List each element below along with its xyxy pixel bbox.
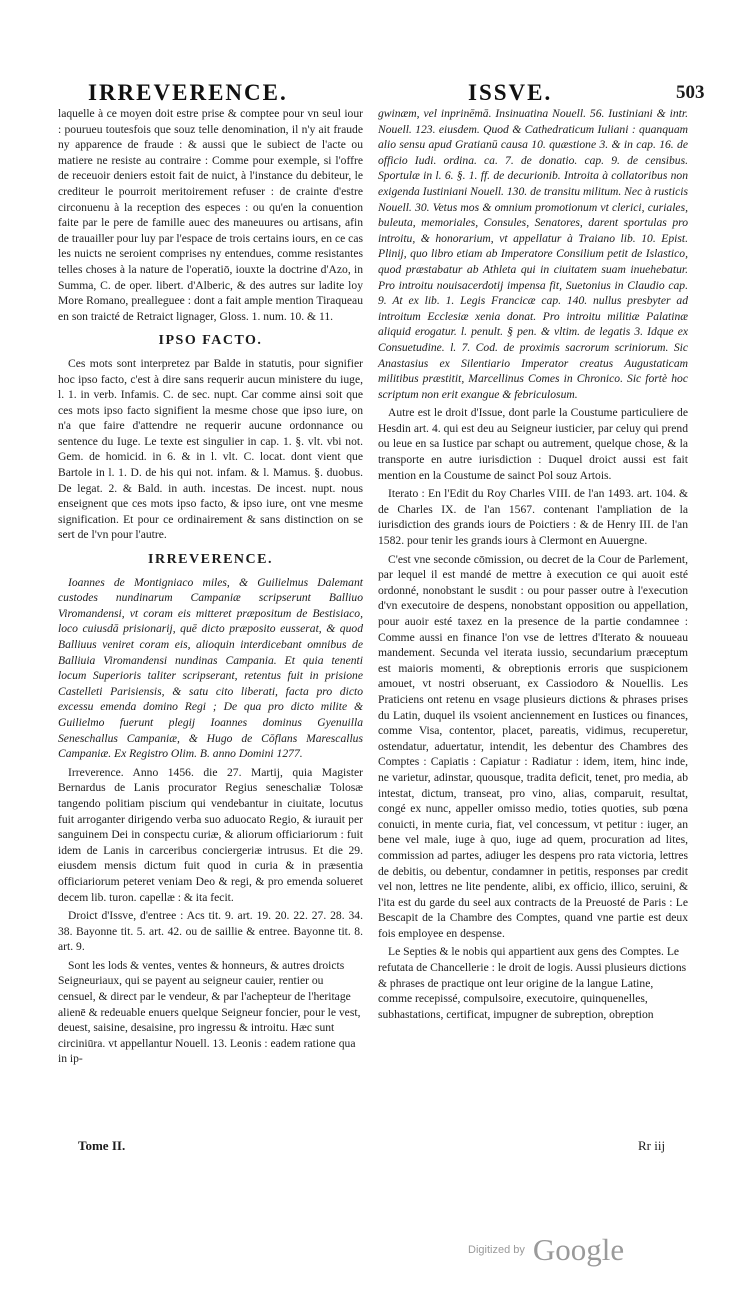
digitized-watermark xyxy=(468,1232,624,1268)
paragraph-septies: Le Septies & le nobis qui appartient aux gens des Comptes. Le refutata de Chancellerie : le droit de logis. Aussi plusieurs dictions & phrases de practique ont leur origine de la langue Latine, comme recepissé, compulsoire, executoire, quinquenelles, subhastations, certificat, impugner de subreption, obreption xyxy=(378,945,687,1021)
watermark-label: Digitized by xyxy=(468,1244,525,1256)
paragraph-droit-issue-hesdin: Autre est le droit d'Issue, dont parle la Coustume particuliere de Hesdin art. 4. qui est deu au Seigneur iusticier, par celuy qui prend ou leue en sa Iustice par schapt ou autrement, quelque chose, & la transporte en autre iurisdiction : Duquel droict aussi est fait mention en la Coustume de sainct Pol souz Artois. xyxy=(378,406,688,482)
footer-volume: Tome II. xyxy=(78,1138,126,1153)
right-column xyxy=(378,106,688,1025)
paragraph-latin-record: Ioannes de Montigniaco miles, & Guilielmus Dalemant custodes nundinarum Campaniæ scripserunt Balliuo Viromandensi, vt coram eis mitteret præpositum de Bestisiaco, loco cuiusdā prisionarij, quē dicto præposito eusserat, & quod Balliuus veniret coram eis, alioquin interdicebant omnibus de Balliuia Viromandensi nundinas Campania. Et quia tenenti locum Superioris taliter scripserant, retentus fuit in prisione Castelleti Parisiensis, & satu cito liberati, facta pro dicto excessu emenda domino Regi ; De qua pro dicto milite & Guilielmo fuerunt plegij Ioannes dominus Gyenuilla Seneschallus Campaniæ, & Hugo de Cōflans Marescallus Campaniæ. Ex Registro Olim. B. anno Domini 1277. xyxy=(58,575,363,761)
paragraph-iterato: Iterato : En l'Edit du Roy Charles VIII. de l'an 1493. art. 104. & de Charles IX. de l'an 1567. contenant l'ampliation de la iurisdiction des grands iours de Poictiers : & de Henry III. de l'an 1582. pour tenir les grands iours à Clermont en Auuergne. xyxy=(378,487,688,548)
paragraph-seconde-commission: C'est vne seconde cōmission, ou decret de la Cour de Parlement, par lequel il est mandé de mettre à execution ce qui auoit esté ordonné, nonobstant le susdit : ou pour passer outre à l'execution d'vn executoire de despens, nonobstant opposition ou appellation, pour auoir esté taxez en la presence de la partie condamnee : Comme aussi en finance l'on vse de lettres d'Iterato & nouueau mandement. Secunda vel iterata iussio, secundarium præceptum est maioris momenti, & obreptionis erroris que suspicionem amouet, vt nostri obseruant, ex Cassiodoro & Nouellis. Les Praticiens ont retenu en vsage plusieurs dictions & phrases prises du Latin, duquel ils vsoient anciennement en Iustices ou finances, comme Visa, contentor, placet, pareatis, vidimus, recuperetur, ostendatur, aduertatur, intendit, les debentur des Chambres des Comptes : Capiatis : Capiatur : Radiatur : idem, item, hinc inde, ne varietur, adinstar, quousque, tradita deficit, tenet, pro media, ab intestat, dictum, transeat, pro vino, alias, comparuit, resultat, congé ex nunc, appeller omisso medio, toties quoties, sub pœna conuicti, in mente curia, fiat, vel concessum, vt petitur : iuger, an bene vel male, iuge à quo, iuge ad quem, procuration ad lites, commission ad partes, adiuger les despens pro rata victoria, lettres de debitis, ou debentur, condamner in petitis, responses par credit vel non, lettres ne lite pendente, alibi, ex officio, illico, seruini, & l'ita est du garde du seel aux contracts de la Preuosté de Paris : Le Bescapit de la Chambre des Comptes, quand vne partie est deux fois employee en despense. xyxy=(378,552,688,940)
section-heading-irreverence: IRREVERENCE. xyxy=(148,552,273,568)
paragraph-lods-ventes: Sont les lods & ventes, ventes & honneurs, & autres droicts Seigneuriaux, qui se payent au seigneur cauier, rentier ou censuel, & direct par le vendeur, & par l'achepteur de l'heritage alienē & redeuable enuers quelque Seigneur foncier, pour le vest, deuest, saisine, desaisine, pro ingressu & introitu. Hæc sunt circiniūra. vt appellantur Nouell. 13. Leonis : eadem ratione qua in ip- xyxy=(58,958,361,1066)
running-header-left: IRREVERENCE. xyxy=(88,80,288,105)
google-logo: Google xyxy=(532,1232,625,1267)
section-heading-ipso-facto: IPSO FACTO. xyxy=(158,333,263,349)
paragraph-ipso-facto: Ces mots sont interpretez par Balde in statutis, pour signifier hoc ipso facto, c'est à dire sans requerir aucun ministere du iuge, l. 1. in verb. Infamis. C. de sec. nupt. Car comme ainsi soit que ces mots ipso facto signifient la mesme chose que ipso iure, on n'a que faire d'attendre ne requerir aucune ordonnance ou sentence du Iuge. Le texte est singulier in cap. 1. §. vlt. vbi not. Gem. de homicid. in 6. & in l. vlt. C. locat. dont vient que Bartole in l. 1. D. de his qui not. infam. & l. Mamus. §. duobus. De legat. 2. & Bald. in auth. incestas. De incest. nupt. nous enseignent que ces mots ipso facto, & ipso iure, ont vne mesme signification. Et pour ce ordinairement & sans distinction on se sert de l'vn pour l'autre. xyxy=(58,356,363,542)
paragraph-droict-issue: Droict d'Issve, d'entree : Acs tit. 9. art. 19. 20. 22. 27. 28. 34. 38. Bayonne tit. 5. art. 42. ou de saillie & entree. Bayonne tit. 8. art. 9. xyxy=(58,909,363,954)
page-number: 503 xyxy=(676,82,705,103)
footer-signature-mark: Rr iij xyxy=(638,1138,666,1153)
paragraph-continuation: laquelle à ce moyen doit estre prise & comptee pour vn seul iour : pourueu toutesfois que souz telle denomination, il n'y ait fraude ny apparence de fraude : & aussi que le subiect de l'acte ou matiere ne resiste au contraire : Comme pour exemple, si l'offre de receuoir deniers estoit fait de nuict, à l'instance du debiteur, le crediteur le pourroit meritoirement refuser : de crainte d'estre circonuenu à la reception des especes : ou qu'en la conuention faite par le pere de famille auec des maneuures ou artisans, afin de trauailler pour luy par l'espace de trois certains iours, en ce cas les nuicts ne seroient comprises ny entendues, comme resistantes telles choses à la nature de l'operatiō, iouxte la doctrine d'Azo, in Summa, C. de oper. libert. d'Alberic, & des autres sur ladite loy More Romano, prealleguee : dont a fait ample mention Tiraqueau en son traicté de Retraict lignager, Gloss. 1. num. 10. & 11. xyxy=(58,107,363,323)
paragraph-latin-continuation: gwinæm, vel inprinēmā. Insinuatina Nouell. 56. Iustiniani & intr. Nouell. 123. eiusdem. Quod & Cathedraticum Iuliani : quanquam alio sensu apud Gratianū causa 10. quæstione 3. & in cap. 16. de officio Iudi. ordina. ca. 7. de donatio. cap. 9. de censibus. Sportulæ in l. 6. §. 1. ff. de decurionib. Introita à collatoribus non exigenda Iustiniani Nouell. 130. de transitu militum. Nec à rusticis Nouell. 30. Vetus mos & omnium promotionum vt clerici, curiales, buleuta, memoriales, Consules, Senatores, darent sportulas pro introitu, & honorarium, vt appellatur à Traiano lib. 10. Epist. Plinij, quo libro etiam ab Imperatore Consilium petit de Islastico, quod præstabatur ab Athleta qui in ciuitatem suam inuehebatur. Pro introitu nouisacerdotij impensa fit, Suetonius in Claudio cap. 9. At ex lib. 1. Legis Francicæ cap. 140. nullus presbyter ad introitum Ecclesiæ xenia donat. Pro introitu militiæ Palatinæ aliquid erogatur. l. penult. § pen. & vltim. de legatis 3. Idque ex Consuetudine. l. 7. Cod. de proximis sacrorum scriniorum. Sic Anastasius ex Silentiario Imperator creatus Augustaticam militibus præstitit, Marcellinus Comes in Chronico. Sic fortè hoc scriptum non erit exangue & febriculosum. xyxy=(378,107,688,401)
left-column xyxy=(58,106,363,1070)
paragraph-irreverence-1456: Irreverence. Anno 1456. die 27. Martij, quia Magister Bernardus de Lanis procurator Regius seneschaliæ Tolosæ tangendo politiam piscium qui vendebantur in ciuitate, locutus fuit arroganter dirigendo verba suo aduocato Regio, & iurauit per sanguinem Dei in conspectu curiæ, & aliorum officiariorum : fuit idem de Lanis in carceribus conciergeriæ intrusus. Et die 29. eiusdem mensis dictum fuit quod in curia & in præsentia officiariorum peteret veniam Deo & regi, & pro emenda solueret decem lib. turon. capellæ : & ita fecit. xyxy=(58,765,363,904)
running-header-right: ISSVE. xyxy=(468,80,553,105)
